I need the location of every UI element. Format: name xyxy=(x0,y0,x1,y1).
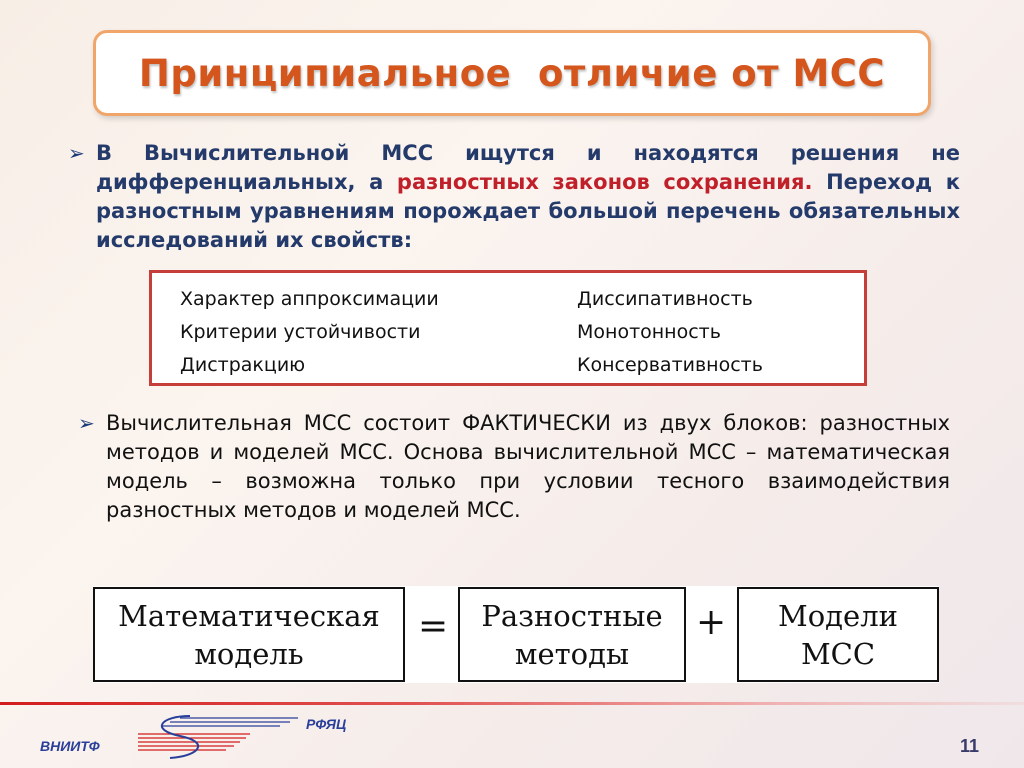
bullet-text-part: Переход к разностным уравнениям порождает большой перечень обязательных исследований их свойств: xyxy=(96,170,960,252)
logo-vniitf: ВНИИТФ xyxy=(40,738,100,754)
bullet-blocks xyxy=(78,409,954,525)
property-item: Критерии устойчивости xyxy=(180,321,421,343)
title-box xyxy=(93,30,931,116)
property-item: Монотонность xyxy=(577,321,721,343)
arrow-bullet-icon: ➢ xyxy=(78,411,95,435)
arrow-bullet-icon: ➢ xyxy=(68,141,85,165)
bullet-differential xyxy=(68,139,964,255)
bullet-text-part: В Вычислительной МСС ищутся и находятся решения не дифференциальных, а xyxy=(96,141,960,194)
equals-sign: = xyxy=(418,606,449,647)
logo-rfyac: РФЯЦ xyxy=(306,716,347,732)
page-number: 11 xyxy=(960,736,980,756)
properties-right-column xyxy=(577,283,763,382)
property-item: Дистракцию xyxy=(180,354,306,376)
plus-sign: + xyxy=(696,602,727,643)
equation-term-mss-models: Модели МСС xyxy=(737,587,939,682)
bullet-text: Вычислительная МСС состоит ФАКТИЧЕСКИ из двух блоков: разностных методов и моделей МСС. Основа вычислительной МСС – математическая модель – возможна только при условии тесного взаимодействия разностных методов и моделей МСС. xyxy=(106,411,950,522)
highlight-text: разностных законов сохранения. xyxy=(396,170,813,194)
property-item: Характер аппроксимации xyxy=(180,288,439,310)
institute-logo-icon xyxy=(130,712,300,760)
property-item: Консервативность xyxy=(577,354,763,376)
property-item: Диссипативность xyxy=(577,288,753,310)
bullet-text xyxy=(96,139,960,255)
footer-divider xyxy=(0,702,1024,705)
equation-term-difference-methods: Разностные методы xyxy=(458,587,686,682)
slide-title: Принципиальное отличие от МСС xyxy=(138,51,886,95)
properties-box xyxy=(149,270,867,386)
equation-term-math-model: Математическая модель xyxy=(93,587,405,682)
properties-left-column xyxy=(180,283,439,382)
